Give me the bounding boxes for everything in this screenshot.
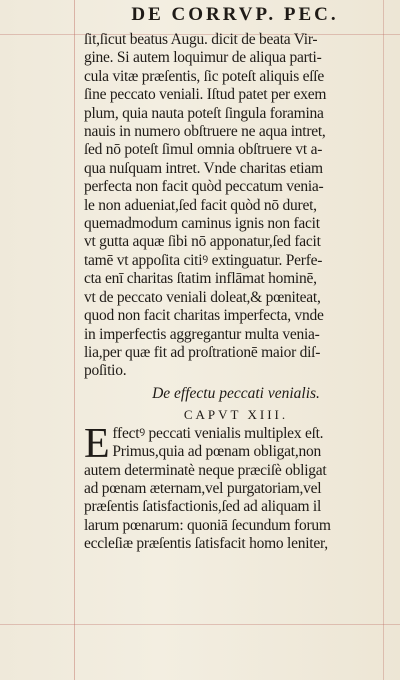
- text-line: quod non facit charitas imperfecta, vnde: [84, 307, 324, 325]
- text-line: qua nuſquam intret. Vnde charitas etiam: [84, 159, 323, 177]
- text-line: in imperfectis aggregantur multa venia-: [84, 325, 320, 343]
- running-header: DE CORRVP. PEC.: [131, 4, 339, 25]
- section-subheading: De effectu peccati venialis.: [152, 384, 320, 402]
- text-line: cta enī charitas ſtatim inflāmat hominē,: [84, 270, 317, 288]
- text-line: tamē vt appoſita citiꝰ extinguatur. Perfe-: [84, 251, 323, 269]
- text-line: autem determinatè neque præciſè obligat: [84, 461, 327, 479]
- text-line: ſit,ſicut beatus Augu. dicit de beata Vir-: [84, 31, 318, 48]
- text-block: [84, 31, 388, 554]
- text-line: quemadmodum caminus ignis non facit: [84, 215, 320, 233]
- text-line: vt de peccato veniali doleat,& pœniteat,: [84, 288, 321, 306]
- text-line: præſentis ſatisfactionis,ſed ad aliquam il: [84, 498, 322, 516]
- text-line: ad pœnam æternam,vel purgatoriam,vel: [84, 479, 322, 497]
- text-line: larum pœnarum: quoniā ſecundum forum: [84, 516, 331, 534]
- text-line: cula vitæ præſentis, ſic poteſt aliquis eſſe: [84, 67, 324, 85]
- text-line: perfecta non facit quòd peccatum venia-: [84, 178, 324, 196]
- text-line: plum, quia nauta poteſt ſingula foramina: [84, 104, 324, 122]
- text-line: eccleſiæ præſentis ſatisfacit homo leniter,: [84, 535, 328, 553]
- text-line: vt gutta aquæ ſibi nō apponatur,ſed facit: [84, 233, 321, 251]
- text-line: lia,per quæ fit ad proſtrationē maior diſ-: [84, 343, 321, 361]
- text-line: poſitio.: [84, 362, 127, 380]
- ruling-line-bottom: [0, 624, 400, 625]
- text-line: nauis in numero obſtruere ne aqua intret,: [84, 123, 326, 141]
- paragraph-main: [84, 31, 388, 381]
- chapter-heading: CAPVT XIII.: [183, 406, 289, 422]
- text-line: ſine peccato veniali. Iſtud patet per exem: [84, 86, 327, 104]
- text-line: Primus,quia ad pœnam obligat,non: [112, 443, 321, 461]
- text-line: ſed nō poteſt ſimul omnia obſtruere vt a-: [84, 141, 323, 159]
- drop-cap: E: [84, 420, 110, 467]
- text-line: gine. Si autem loquimur de aliqua parti-: [84, 49, 322, 67]
- paragraph-chapter: [84, 420, 388, 554]
- text-line: le non adueniat,ſed facit quòd nō duret,: [84, 196, 317, 214]
- text-line: ffectꝰ peccati venialis multiplex eſt.: [112, 424, 324, 442]
- ruling-line-left: [74, 0, 75, 680]
